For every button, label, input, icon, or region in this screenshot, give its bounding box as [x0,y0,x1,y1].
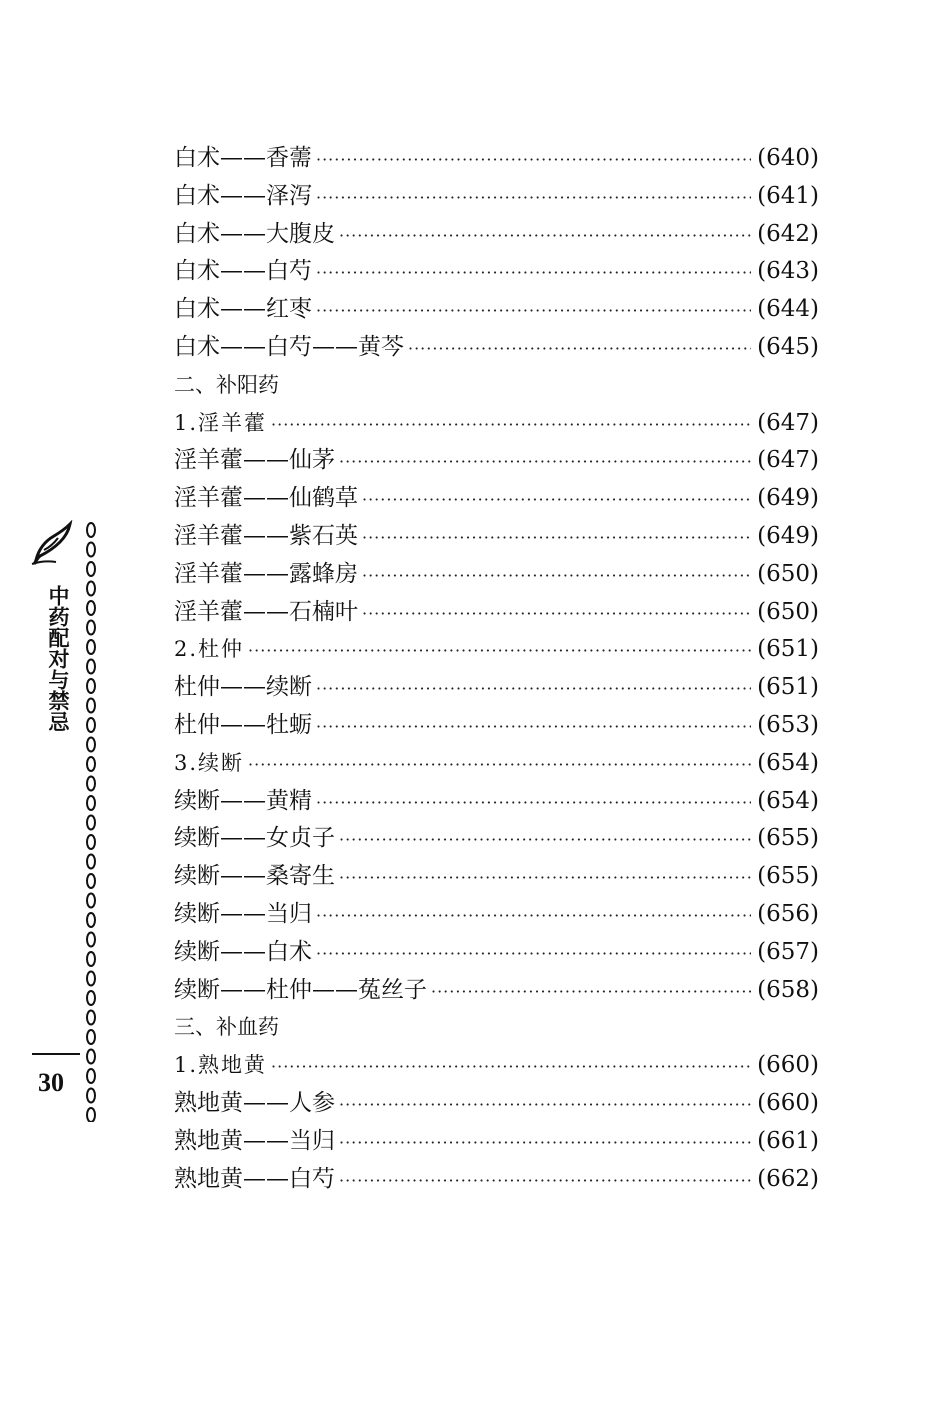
toc-row [174,934,819,972]
toc-row [174,140,819,178]
toc-page-number: (654) [757,787,819,814]
toc-row [174,556,819,594]
toc-row [174,216,819,254]
toc-entry-title: 续断——白术 [174,938,312,965]
toc-entry-title: 2.杜仲 [174,637,245,662]
toc-entry-title: 白术——白芍 [174,258,312,285]
toc-dot-leader [339,1086,751,1124]
toc-page-number: (650) [757,598,819,625]
toc-dot-leader [316,254,751,292]
toc-page-number: (650) [757,560,819,587]
toc-entry-title: 淫羊藿——紫石英 [174,522,358,549]
toc-dot-leader [339,217,751,255]
toc-entry-title: 淫羊藿——露蜂房 [174,560,358,587]
toc-row [174,480,819,518]
toc-entry-title: 续断——桑寄生 [174,863,335,890]
toc-dot-leader [362,481,751,519]
toc-dot-leader [316,292,751,330]
pen-icon [30,520,78,566]
toc-dot-leader [362,595,751,633]
toc-page-number: (651) [757,636,819,663]
toc-entry-title: 熟地黄——当归 [174,1127,335,1154]
toc-dot-leader [316,897,751,935]
toc-page-number: (660) [757,1089,819,1116]
toc-entry-title: 杜仲——续断 [174,674,312,701]
toc-row [174,329,819,367]
toc-dot-leader [316,708,751,746]
toc-entry-title: 二、补阳药 [174,372,279,397]
toc-page-number: (658) [757,976,819,1003]
toc-page-number: (657) [757,938,819,965]
toc-entry-title: 白术——香薷 [174,145,312,171]
toc-row [174,1009,819,1047]
toc-entry-title: 1.淫羊藿 [174,410,268,435]
toc-row [174,594,819,632]
toc-entry-title: 续断——黄精 [174,787,312,814]
toc-entry-title: 熟地黄——白芍 [174,1165,335,1192]
toc-page-number: (651) [757,674,819,701]
toc-page-number: (661) [757,1127,819,1154]
toc-entry-title: 熟地黄——人参 [174,1089,335,1116]
toc-page-number: (654) [757,749,819,776]
toc-entry-title: 白术——泽泻 [174,182,312,209]
toc-row [174,1161,819,1199]
toc-entry-title: 续断——当归 [174,900,312,927]
toc-entry-title: 续断——女贞子 [174,825,335,852]
toc-row [174,442,819,480]
toc-page-number: (649) [757,522,819,549]
toc-row [174,745,819,783]
toc-row [174,253,819,291]
toc-entry-title: 续断——杜仲——菟丝子 [174,976,427,1003]
toc-dot-leader [431,973,751,1011]
toc-page-number: (647) [757,447,819,474]
toc-row [174,405,819,443]
toc-page-number: (645) [757,333,819,360]
toc-page-number: (640) [757,145,819,171]
toc-dot-leader [271,406,751,444]
toc-dot-leader [316,935,751,973]
toc-row [174,1085,819,1123]
toc-page-number: (655) [757,825,819,852]
toc-row [174,669,819,707]
toc-dot-leader [408,330,751,368]
toc-row [174,707,819,745]
toc-dot-leader [316,179,751,217]
toc-row [174,291,819,329]
toc-dot-leader [339,821,751,859]
toc-row [174,783,819,821]
page-number-rule [32,1053,80,1055]
page-number: 30 [38,1068,64,1097]
toc-page-number: (660) [757,1052,819,1079]
toc-entry-title: 淫羊藿——石楠叶 [174,598,358,625]
toc-page-number: (653) [757,711,819,738]
toc-row [174,858,819,896]
toc-entry-title: 3.续断 [174,750,245,775]
toc-entry-title: 白术——红枣 [174,296,312,323]
toc-dot-leader [248,632,751,670]
book-title: 中药配对与禁忌 [46,585,70,732]
toc-page-number: (649) [757,485,819,512]
toc-dot-leader [271,1048,751,1086]
toc-dot-leader [362,519,751,557]
toc-row [174,367,819,405]
toc-row [174,1047,819,1085]
toc-page-number: (647) [757,409,819,436]
toc-page-number: (662) [757,1165,819,1192]
toc-entry-title: 白术——白芍——黄芩 [174,333,404,360]
toc-entry-title: 杜仲——牡蛎 [174,711,312,738]
toc-row [174,178,819,216]
toc-entry-title: 1.熟地黄 [174,1053,268,1078]
toc-dot-leader [316,141,751,179]
toc-dot-leader [339,443,751,481]
toc-dot-leader [339,859,751,897]
toc-page-number: (656) [757,900,819,927]
toc-row [174,820,819,858]
toc-page-number: (642) [757,220,819,247]
toc-dot-leader [316,784,751,822]
toc-entry-title: 白术——大腹皮 [174,220,335,247]
table-of-contents [174,140,819,1198]
chain-ornament-icon [82,518,100,1122]
toc-dot-leader [362,557,751,595]
toc-dot-leader [339,1162,751,1200]
toc-page-number: (644) [757,296,819,323]
toc-page-number: (643) [757,258,819,285]
toc-dot-leader [316,670,751,708]
toc-dot-leader [339,1124,751,1162]
toc-row [174,631,819,669]
toc-entry-title: 淫羊藿——仙茅 [174,447,335,474]
toc-row [174,1123,819,1161]
toc-row [174,972,819,1010]
toc-row [174,518,819,556]
toc-entry-title: 三、补血药 [174,1015,279,1040]
toc-dot-leader [248,746,751,784]
toc-page-number: (641) [757,182,819,209]
toc-row [174,896,819,934]
toc-entry-title: 淫羊藿——仙鹤草 [174,485,358,512]
toc-page-number: (655) [757,863,819,890]
